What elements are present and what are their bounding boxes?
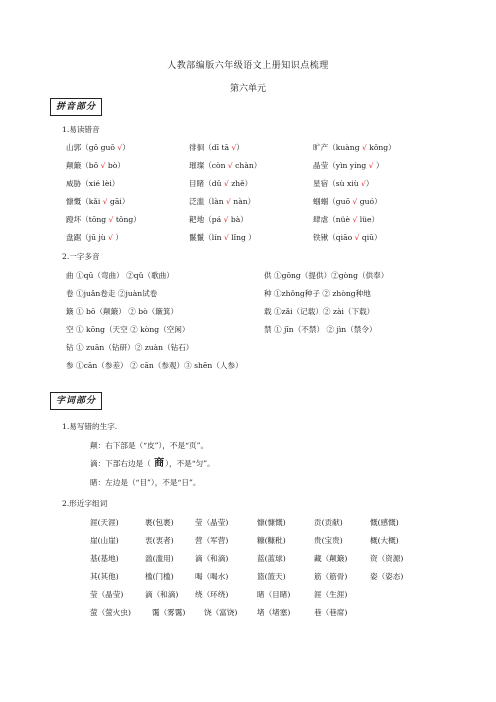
check-mark-icon: √ (108, 233, 113, 242)
check-mark-icon: √ (361, 143, 367, 152)
subsection-title: 1.易写错的生字. (62, 422, 118, 431)
list-item: 威胁（xié lèi） (66, 179, 120, 188)
list-item: 曲 ①qū（弯曲） ②qǔ（歌曲） (66, 271, 174, 280)
unit-subtitle: 第六单元 (229, 84, 266, 94)
list-item: 莹（晶莹) (90, 590, 124, 599)
check-mark-icon: √ (108, 215, 114, 224)
check-mark-icon: √ (226, 197, 231, 206)
subsection-title: 2.形近字组词 (62, 499, 108, 508)
list-item: 盘踞（jū jù √ ） (66, 233, 123, 242)
list-item: 鬣鬣（lín √ lǐng ） (189, 233, 256, 242)
section-heading-words: 字词部分 (50, 392, 102, 410)
list-item: 蝈蝈（guō √ guó） (313, 197, 382, 206)
list-item: 禁 ① jīn（不禁） ② jìn（禁令） (264, 325, 377, 334)
list-item: 衷(衷者) (145, 536, 174, 545)
check-mark-icon: √ (223, 179, 229, 188)
check-mark-icon: √ (227, 161, 233, 170)
list-item: 钻 ① zuān（钻研）② zuàn（钻石） (66, 343, 194, 352)
list-item: 姿（姿态) (370, 572, 404, 581)
list-item: 蓝(蓝球) (257, 554, 286, 563)
list-item: 参 ①cān（参差） ② cān（参观）③ shēn（人参） (66, 361, 243, 370)
hint-line (90, 441, 208, 451)
list-item: 堵（堵塞) (257, 608, 291, 617)
list-item: 肆虐（nüè √ lüe） (313, 215, 380, 224)
list-item: 山郭（gō guō √） (66, 143, 130, 152)
list-item: 其(其他) (90, 572, 119, 581)
check-mark-icon: √ (352, 197, 358, 206)
list-item: 空 ① kōng（天空 ② kòng（空闲） (66, 325, 190, 334)
list-item: 滥(滥用) (145, 554, 174, 563)
list-item: 慷慨（kǎi √ gāi） (66, 197, 130, 206)
list-item: 崖(山崖) (90, 536, 119, 545)
list-item: 莹（晶莹) (195, 518, 229, 527)
list-item: 卷 ①juǎn卷走 ②juàn试卷 (66, 289, 158, 298)
list-item: 喝（喝水) (195, 572, 229, 581)
hint-text: ），不是“匀”。 (165, 459, 215, 468)
list-item: 星宿（sù xiù √） (313, 179, 374, 188)
list-item: 裹(包裹) (145, 518, 174, 527)
list-item: 璀璨（còn √ chàn） (189, 161, 262, 170)
list-item: 涯(天涯) (90, 518, 119, 527)
list-item: 供 ①gōng（提供）②gòng（供奉） (264, 271, 389, 280)
hint-emphasis: 商 (154, 458, 165, 469)
hint-line (90, 478, 200, 488)
list-item: 晶莹（yìn yíng √ ） (313, 161, 384, 170)
subsection-title: 1.易读错音 (62, 125, 100, 134)
check-mark-icon: √ (354, 233, 360, 242)
document-title: 人教部编版六年级语文上册知识点梳理 (167, 61, 329, 71)
check-mark-icon: √ (100, 161, 106, 170)
list-item: 槛(门槛) (145, 572, 174, 581)
list-item: 蹬坏（tōng √ tǒng） (66, 215, 141, 224)
list-item: 筋（筋骨) (314, 572, 348, 581)
list-item: 绕（环绕) (195, 590, 229, 599)
check-mark-icon: √ (117, 143, 123, 152)
check-mark-icon: √ (223, 233, 229, 242)
list-item: 慷(慷慨) (257, 518, 286, 527)
list-item: 藏（颠簸) (314, 554, 348, 563)
hint-line (90, 459, 215, 469)
list-item: 旷产（kuàng √ kǒng） (313, 143, 396, 152)
list-item: 贵(宝贵) (314, 536, 343, 545)
list-item: 饶（富饶) (204, 608, 238, 617)
subsection-title: 2.一字多音 (62, 252, 100, 261)
list-item: 簸 ① bō（颠簸） ② bò（簸箕） (66, 307, 179, 316)
list-item: 霭（雾霭) (152, 608, 186, 617)
list-item: 基(基地) (90, 554, 119, 563)
list-item: 载 ①zǎi（记载）② zài（下载） (264, 307, 375, 316)
hint-text: 滴：下部右边是（ (90, 459, 154, 468)
list-item: 营（军营) (195, 536, 229, 545)
list-item: 巷（巷席) (314, 608, 348, 617)
list-item: 慨(感慨) (370, 518, 399, 527)
list-item: 种 ①zhǒng种子 ② zhòng种地 (264, 289, 371, 298)
list-item: 颠簸（bǒ √ bò） (66, 161, 125, 170)
list-item: 耙地（pá √ bà） (189, 215, 248, 224)
list-item: 概(大概) (370, 536, 399, 545)
list-item: 萤（萤火虫) (90, 608, 131, 617)
list-item: 滴（和滴) (145, 590, 179, 599)
check-mark-icon: √ (231, 143, 237, 152)
list-item: 涯（生涯) (314, 590, 348, 599)
list-item: 徘徊（dī tā √） (189, 143, 244, 152)
check-mark-icon: √ (352, 215, 358, 224)
check-mark-icon: √ (102, 197, 108, 206)
check-mark-icon: √ (223, 215, 229, 224)
section-heading-pinyin: 拼音部分 (50, 98, 102, 116)
list-item: 睹（目睹) (257, 590, 291, 599)
list-item: 贡(贡献) (314, 518, 343, 527)
check-mark-icon: √ (368, 161, 374, 170)
check-mark-icon: √ (361, 179, 366, 188)
list-item: 篮(篮天) (257, 572, 286, 581)
list-item: 滴（和滴) (195, 554, 229, 563)
hint-text: 睹：左边是（“目”），不是“日”。 (90, 478, 201, 487)
list-item: 糠(糠秕) (257, 536, 286, 545)
hint-text: 颠：右下部是（“皮”），不是“页”。 (90, 441, 209, 450)
list-item: 铁锹（qiāo √ qiū） (313, 233, 382, 242)
list-item: 目睹（dǔ √ zhě） (189, 179, 253, 188)
list-item: 资（资源) (370, 554, 404, 563)
list-item: 泛滥（làn √ nàn） (189, 197, 256, 206)
